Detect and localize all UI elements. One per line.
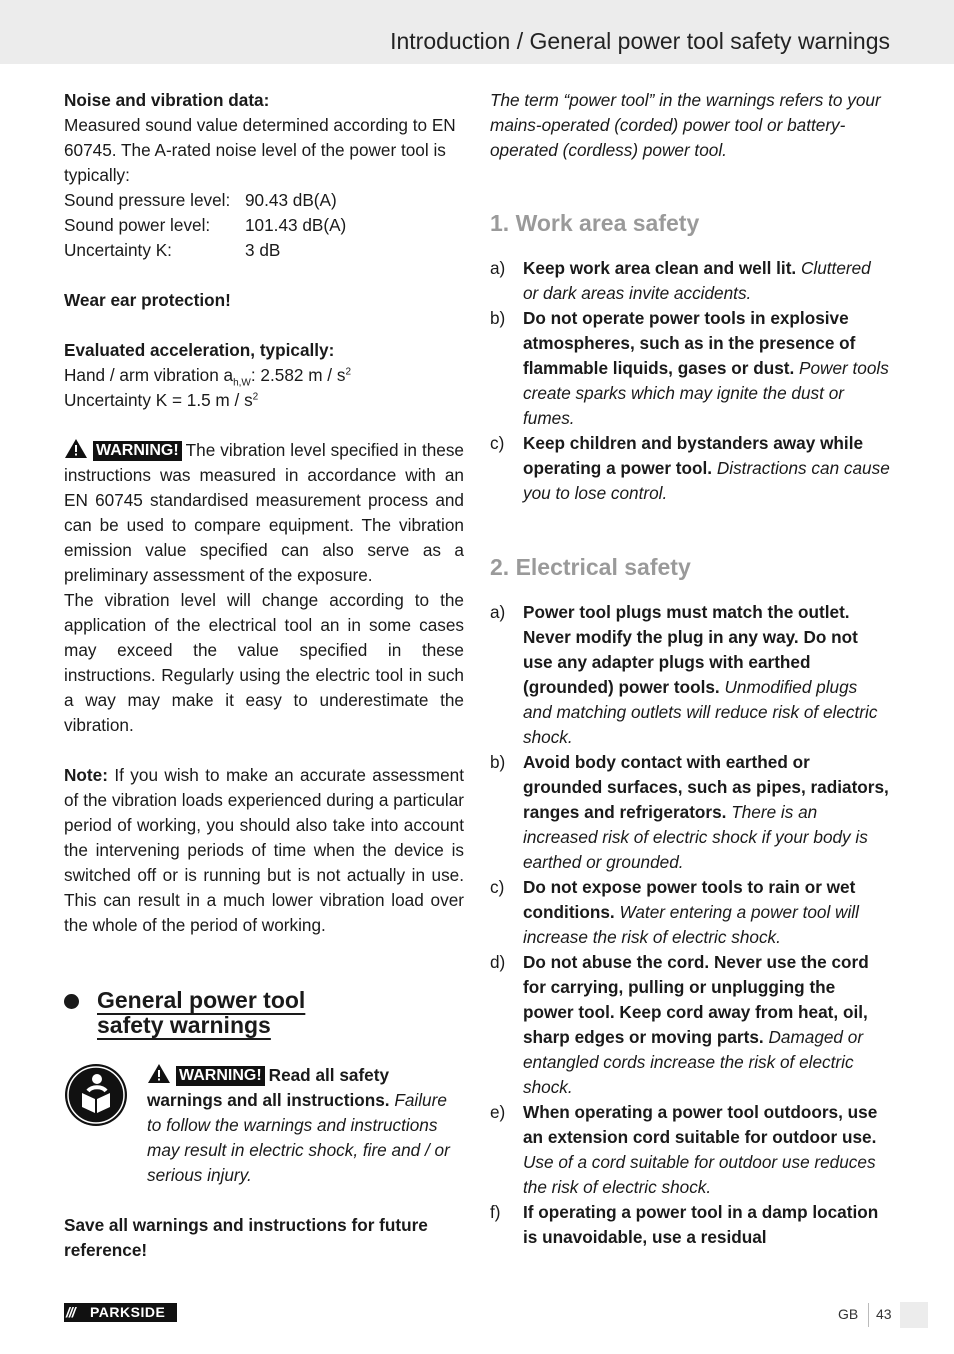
vibration-para-2: The vibration level will change according to the application of the electrical tool an in some cases may exceed the value specified in these instructions. Regularly using the electric tool in such a way may make it easy to underestimate the vibration. (64, 590, 464, 735)
read-manual-block (64, 1063, 464, 1188)
item-marker: d) (490, 952, 506, 972)
warning-badge: WARNING! (93, 441, 182, 461)
warning-badge: WARNING! (176, 1066, 265, 1086)
measurement-row (64, 238, 464, 263)
list-item: b) Do not operate power tools in explosive atmospheres, such as in the presence of flammable liquids, gases or dust. Power tools create sparks which may ignite the dust or fumes. (490, 306, 890, 431)
measurement-value: 3 dB (245, 240, 281, 260)
measurement-row (64, 213, 464, 238)
item-marker: a) (490, 602, 506, 622)
item-marker: c) (490, 877, 505, 897)
left-column (64, 88, 464, 1263)
read-manual-icon (64, 1063, 128, 1127)
list-item: c) Do not expose power tools to rain or wet conditions. Water entering a power tool will increase the risk of electric shock. (490, 875, 890, 950)
list-item: a) Power tool plugs must match the outlet. Never modify the plug in any way. Do not use any adapter plugs with earthed (grounded) power tools. Unmodified plugs and matching outlets will reduce risk of electric shock. (490, 600, 890, 750)
measurement-value: 101.43 dB(A) (245, 215, 347, 235)
acceleration-heading: Evaluated acceleration, typically: (64, 340, 335, 360)
language-code: GB (838, 1306, 859, 1322)
warning-triangle-icon (147, 1063, 171, 1084)
measurement-label: Sound pressure level: (64, 190, 231, 210)
item-marker: c) (490, 433, 505, 453)
page-number: 43 (876, 1306, 892, 1322)
measurement-row (64, 188, 464, 213)
page-header (0, 0, 954, 64)
measurement-label: Uncertainty K: (64, 240, 172, 260)
item-marker: b) (490, 308, 506, 328)
intro-italic: The term “power tool” in the warnings refers to your mains-operated (corded) power tool or battery-operated (cordless) power tool. (490, 90, 881, 160)
measurement-label: Sound power level: (64, 215, 211, 235)
save-warnings: Save all warnings and instructions for future reference! (64, 1215, 428, 1260)
hand-arm-vibration: Hand / arm vibration $a_{h,W}$: 2.582 m / $s^2$ (64, 365, 352, 389)
measurement-value: 90.43 dB(A) (245, 190, 337, 210)
ear-protection: Wear ear protection! (64, 290, 231, 310)
list-item: c) Keep children and bystanders away while operating a power tool. Distractions can cause you to lose control. (490, 431, 890, 506)
footer-tab (900, 1302, 928, 1328)
warning-triangle-icon (64, 438, 88, 459)
list-item: a) Keep work area clean and well lit. Cluttered or dark areas invite accidents. (490, 256, 890, 306)
vibration-warning: WARNING! The vibration level specified in these instructions was measured in accordance with an EN 60745 standardised measurement process and can be used to compare equipment. The vibration emission value specified can also serve as a preliminary assessment of the exposure. (64, 440, 464, 585)
item-marker: f) (490, 1202, 501, 1222)
item-marker: e) (490, 1102, 506, 1122)
list-item: d) Do not abuse the cord. Never use the cord for carrying, pulling or unplugging the power tool. Keep cord away from heat, oil, sharp edges or moving parts. Damaged or entangled cords increase the risk of electric shock. (490, 950, 890, 1100)
section-title: 1. Work area safety (490, 210, 700, 236)
footer-divider (868, 1303, 869, 1327)
list-item: f) If operating a power tool in a damp location is unavoidable, use a residual (490, 1200, 890, 1250)
bullet-icon (64, 994, 79, 1009)
read-all-instructions: Read all safety warnings and all instructions. (147, 1065, 390, 1110)
note-paragraph: Note: If you wish to make an accurate assessment of the vibration loads experienced during a particular period of working, you should also take into account the intervening periods of time when the device is switched off or is running but is not actually in use. This can result in a much lower vibration load over the whole of the period of working. (64, 765, 464, 935)
list-item: b) Avoid body contact with earthed or grounded surfaces, such as pipes, radiators, ranges and refrigerators. There is an increased risk of electric shock if your body is earthed or grounded. (490, 750, 890, 875)
uncertainty-k: Uncertainty K = 1.5 m / $s^2$ (64, 390, 259, 410)
item-marker: b) (490, 752, 506, 772)
section-title: 2. Electrical safety (490, 554, 691, 580)
read-all-consequence: Failure to follow the warnings and instructions may result in electric shock, fire and / or serious injury. (147, 1090, 450, 1185)
parkside-logo: /// PARKSIDE (64, 1303, 177, 1322)
list-item: e) When operating a power tool outdoors, use an extension cord suitable for outdoor use. Use of a cord suitable for outdoor use reduces the risk of electric shock. (490, 1100, 890, 1200)
item-marker: a) (490, 258, 506, 278)
noise-heading: Noise and vibration data: (64, 90, 270, 110)
note-label: Note: (64, 765, 108, 785)
noise-text: Measured sound value determined according to EN 60745. The A-rated noise level of the power tool is typically: (64, 115, 456, 185)
general-warnings-heading: General power tool safety warnings (64, 988, 464, 1038)
right-column (490, 88, 890, 1250)
page-title: Introduction / General power tool safety warnings (390, 28, 890, 54)
